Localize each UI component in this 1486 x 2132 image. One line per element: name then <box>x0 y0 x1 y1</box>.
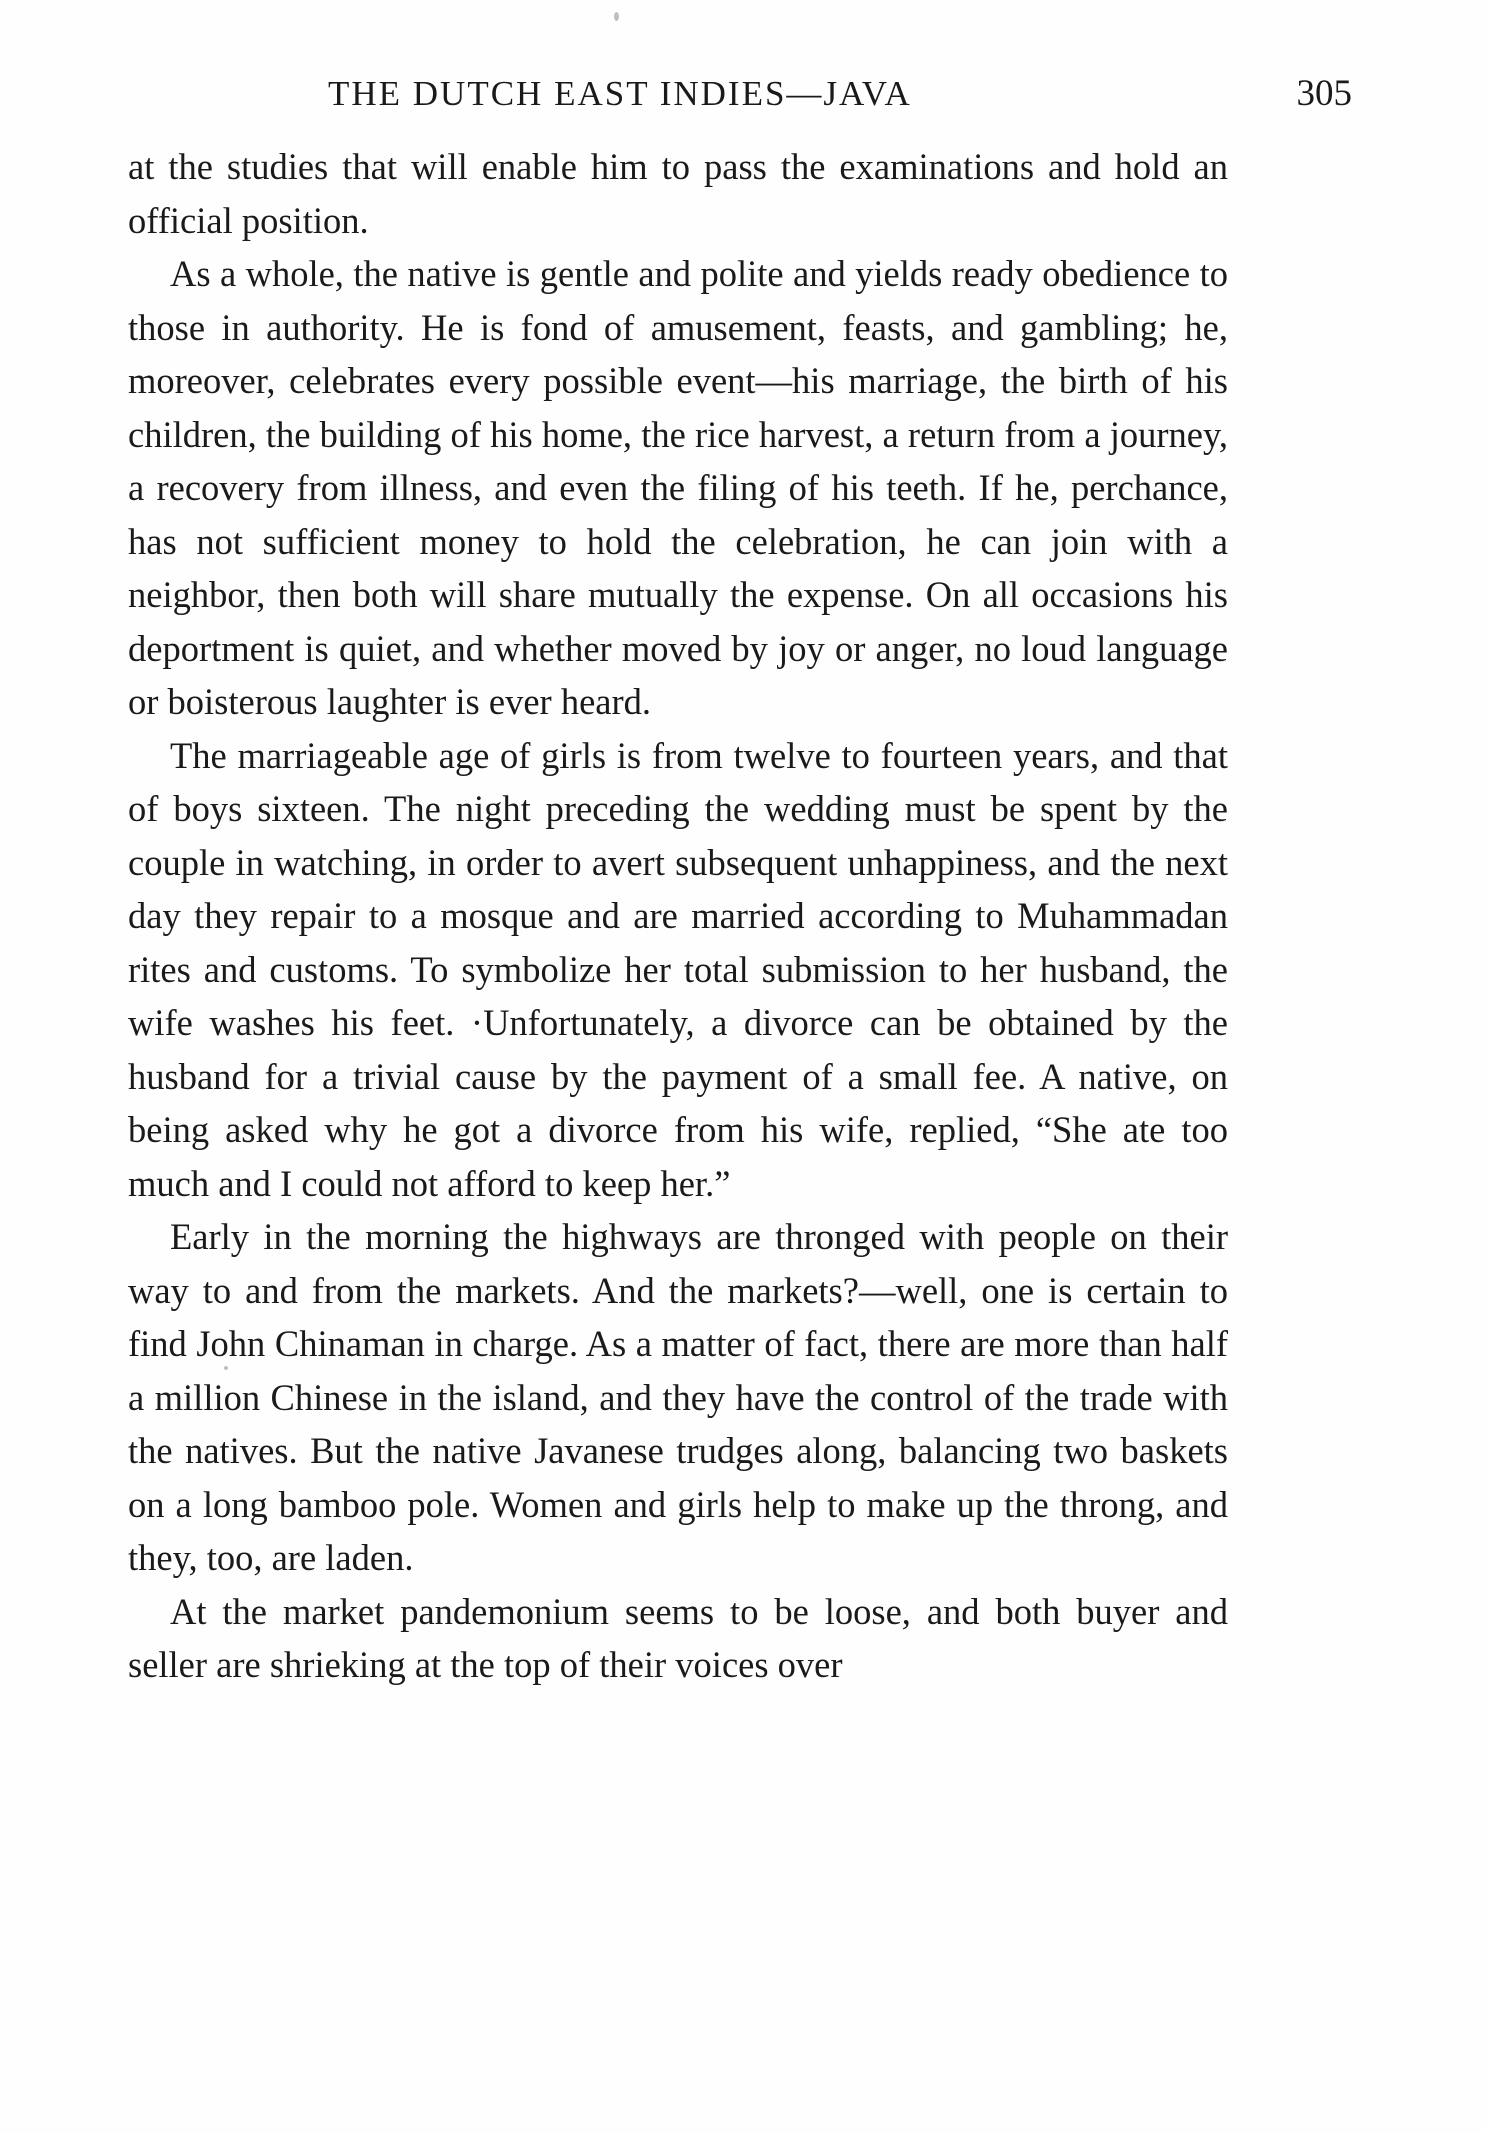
body-text <box>128 140 1228 1692</box>
page-speck <box>614 12 619 21</box>
paragraph: At the market pandemonium seems to be loose, and both buyer and seller are shrieking at the top of their voices over <box>128 1590 1228 1685</box>
paragraph: As a whole, the native is gentle and polite and yields ready obedience to those in authority. He is fond of amusement, feasts, and gambling; he, moreover, celebrates every possible event—his marriage, the birth of his children, the building of his home, the rice harvest, a return from a journey, a recovery from illness, and even the filing of his teeth. If he, perchance, has not sufficient money to hold the celebration, he can join with a neighbor, then both will share mutually the expense. On all occasions his deportment is quiet, and whether moved by joy or anger, no loud language or boisterous laughter is ever heard. <box>128 253 1228 722</box>
page-header <box>128 72 1358 115</box>
paragraph: at the studies that will enable him to pass the examinations and hold an official position. <box>128 146 1228 241</box>
running-head: THE DUTCH EAST INDIES—JAVA <box>328 74 912 113</box>
page-number: 305 <box>1296 73 1352 114</box>
paragraph: The marriageable age of girls is from twelve to fourteen years, and that of boys sixteen. The night preceding the wedding must be spent by the couple in watching, in order to avert subsequent unhappiness, and the next day they repair to a mosque and are married according to Muhammadan rites and customs. To symbolize her total submission to her husband, the wife washes his feet. ·Unfortunately, a divorce can be obtained by the husband for a trivial cause by the payment of a small fee. A native, on being asked why he got a divorce from his wife, replied, “She ate too much and I could not afford to keep her.” <box>128 734 1228 1204</box>
paragraph: Early in the morning the highways are thronged with people on their way to and from the markets. And the markets?—well, one is certain to find John Chinaman in charge. As a matter of fact, there are more than half a million Chinese in the island, and they have the control of the trade with the natives. But the native Javanese trudges along, balancing two baskets on a long bamboo pole. Women and girls help to make up the throng, and they, too, are laden. <box>128 1216 1228 1578</box>
